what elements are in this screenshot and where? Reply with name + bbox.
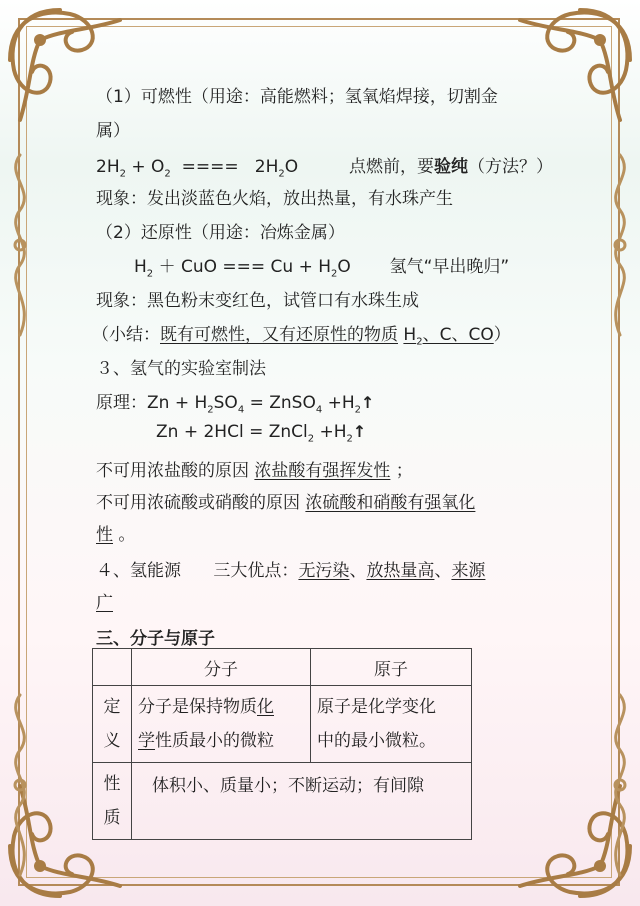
side-scroll-ornament-icon: [0, 690, 40, 880]
molecule-atom-table: [92, 648, 472, 840]
lab-equation-2: Zn + 2HCl = ZnCl$_2$ $+H_2↑$: [156, 422, 367, 445]
header-molecule: 分子: [132, 649, 311, 686]
molecule-atom-heading: 三、分子与原子: [96, 629, 215, 649]
row-label-definition: 定 义: [93, 686, 132, 763]
reducibility-heading: （2）还原性（用途：冶炼金属）: [96, 223, 345, 243]
side-scroll-ornament-icon: [600, 150, 640, 340]
shared-property: 体积小、质量小；不断运动；有间隙: [132, 763, 472, 840]
table-row: [93, 763, 472, 840]
corner-ornament-icon: [0, 0, 130, 130]
reduction-equation: $H_2$ ＋ CuO === $Cu + H_2O$ 氢气“早出晚归”: [134, 257, 510, 280]
lab-prep-heading: ３、氢气的实验室制法: [96, 359, 266, 379]
table-row: [93, 649, 472, 686]
side-scroll-ornament-icon: [600, 690, 640, 880]
gas-arrow-icon: ↑: [361, 393, 375, 412]
gas-arrow-icon: ↑: [352, 422, 367, 441]
energy-advantages: ４、氢能源 三大优点：无污染、放热量高、来源: [96, 561, 486, 581]
summary-line: （小结：既有可燃性，又有还原性的物质 $H_2$、C、CO）: [92, 325, 511, 348]
row-label-property: 性 质: [93, 763, 132, 840]
corner-ornament-icon: [510, 0, 640, 130]
reason-hcl: 不可用浓盐酸的原因 浓盐酸有强挥发性 ；: [96, 461, 413, 481]
molecule-definition: 分子是保持物质化 学性质最小的微粒: [132, 686, 311, 763]
table-corner-cell: [93, 649, 132, 686]
combustibility-heading: （1）可燃性（用途：高能燃料；氢氧焰焊接，切割金: [96, 87, 498, 107]
combustibility-heading-cont: 属）: [96, 121, 130, 141]
reason-h2so4: 不可用浓硫酸或硝酸的原因 浓硫酸和硝酸有强氧化: [96, 493, 476, 513]
reason-h2so4-cont: 性 。: [96, 525, 136, 545]
header-atom: 原子: [311, 649, 472, 686]
atom-definition: 原子是化学变化 中的最小微粒。: [311, 686, 472, 763]
side-scroll-ornament-icon: [0, 150, 40, 340]
lab-equation-1: 原理：$Zn + H_2SO_4$ = ZnSO$_4$ $+H_2↑$: [96, 393, 375, 416]
table-row: [93, 686, 472, 763]
combustion-equation: $2H_2 + O_2$ ==== $2H_2O$ 点燃前，要验纯（方法？）: [96, 157, 553, 180]
energy-advantages-cont: 广: [96, 593, 113, 613]
reduction-phenomenon: 现象：黑色粉末变红色，试管口有水珠生成: [96, 291, 419, 311]
combustion-phenomenon: 现象：发出淡蓝色火焰，放出热量，有水珠产生: [96, 189, 453, 209]
